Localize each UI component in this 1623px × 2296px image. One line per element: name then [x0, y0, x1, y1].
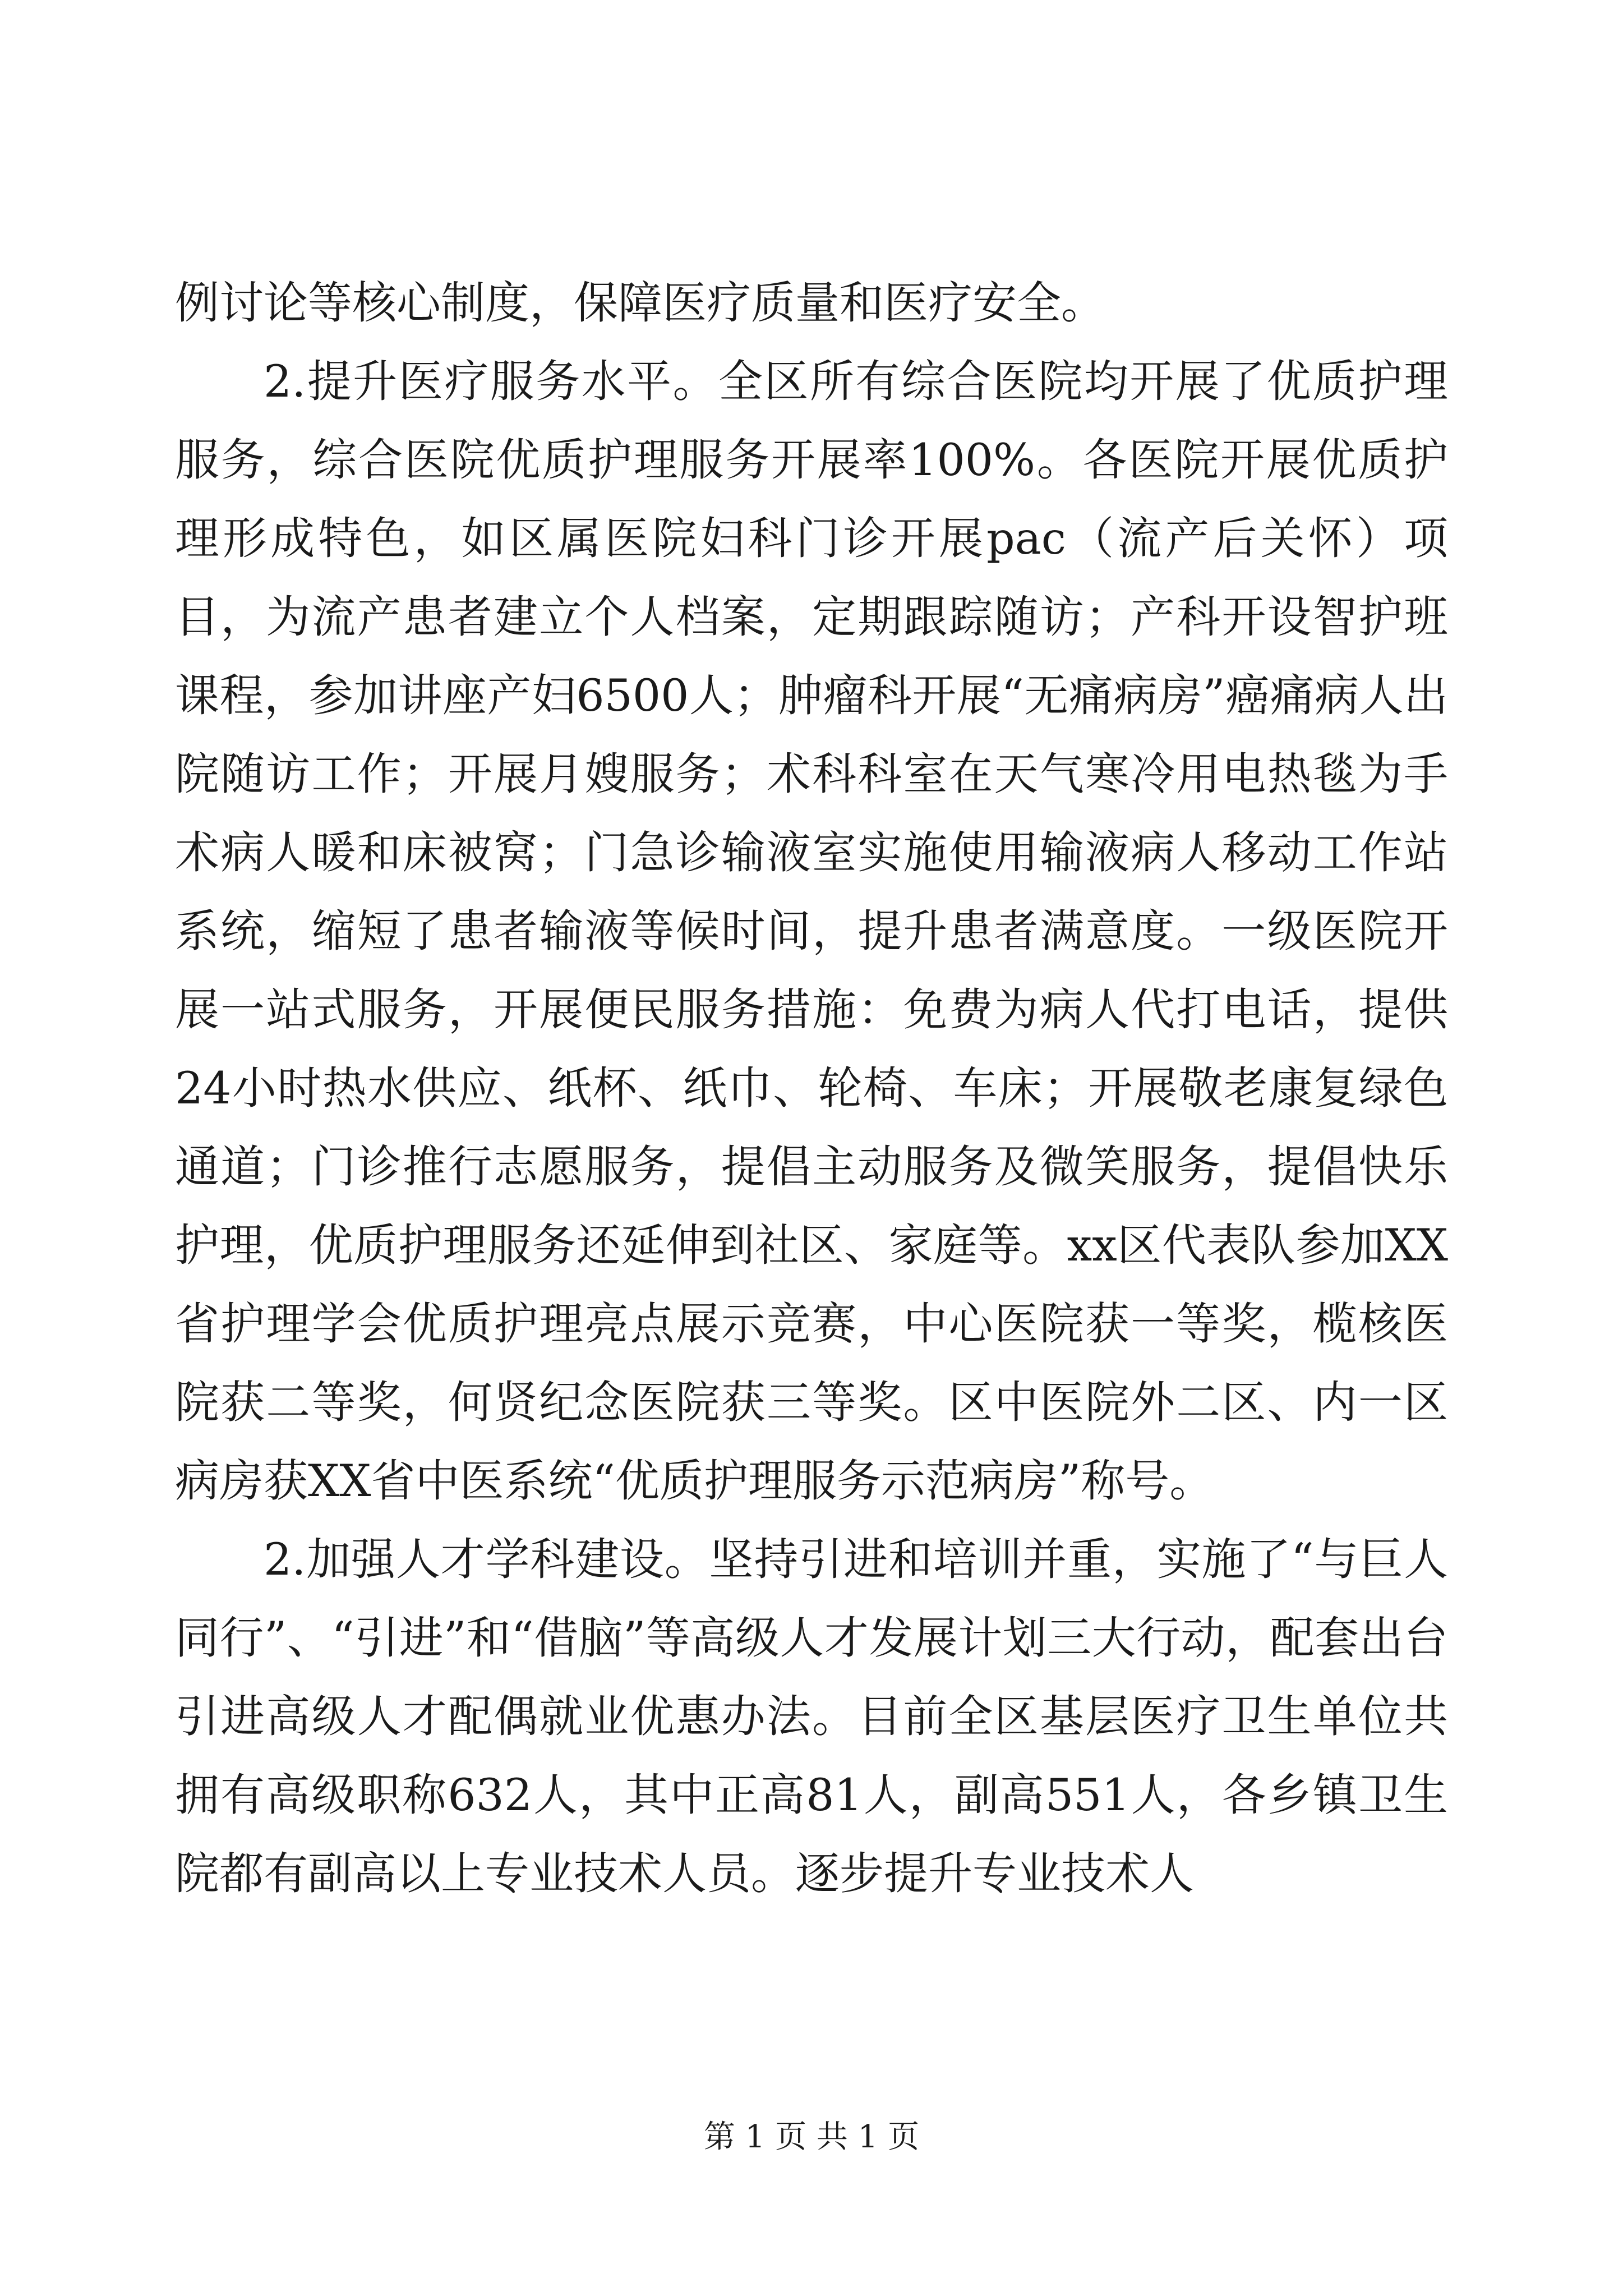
document-body	[175, 264, 1448, 1913]
paragraph-1: 例讨论等核心制度，保障医疗质量和医疗安全。	[175, 277, 1105, 329]
paragraph-2: 2.提升医疗服务水平。全区所有综合医院均开展了优质护理服务，综合医院优质护理服务开展率100%。各医院开展优质护理形成特色，如区属医院妇科门诊开展pac（流产后关怀）项目，为流产患者建立个人档案，定期跟踪随访；产科开设智护班课程，参加讲座产妇6500人；肿瘤科开展“无痛病房”癌痛病人出院随访工作；开展月嫂服务；术科科室在天气寒冷用电热毯为手术病人暖和床被窝；门急诊输液室实施使用输液病人移动工作站系统，缩短了患者输液等候时间，提升患者满意度。一级医院开展一站式服务，开展便民服务措施：免费为病人代打电话，提供24小时热水供应、纸杯、纸巾、轮椅、车床；开展敬老康复绿色通道；门诊推行志愿服务，提倡主动服务及微笑服务，提倡快乐护理，优质护理服务还延伸到社区、家庭等。xx区代表队参加XX省护理学会优质护理亮点展示竞赛，中心医院获一等奖，榄核医院获二等奖，何贤纪念医院获三等奖。区中医院外二区、内一区病房获XX省中医系统“优质护理服务示范病房”称号。	[175, 356, 1448, 1507]
paragraph-3: 2.加强人才学科建设。坚持引进和培训并重，实施了“与巨人同行”、“引进”和“借脑”等高级人才发展计划三大行动，配套出台引进高级人才配偶就业优惠办法。目前全区基层医疗卫生单位共拥有高级职称632人，其中正高81人，副高551人，各乡镇卫生院都有副高以上专业技术人员。逐步提升专业技术人	[175, 1534, 1448, 1899]
page-footer: 第 1 页 共 1 页	[703, 2119, 920, 2155]
